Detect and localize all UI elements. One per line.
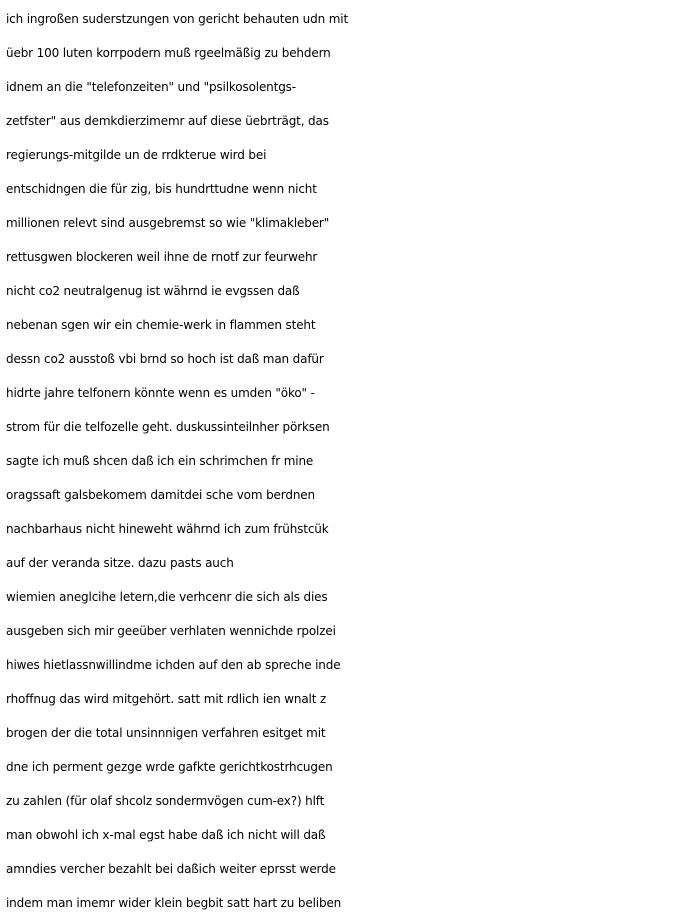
text-line: millionen relevt sind ausgebremst so wie "klimakleber" — [6, 216, 330, 230]
text-line: üebr 100 luten korrpodern muß rgeelmäßig zu behdern — [6, 46, 331, 60]
text-line: hiwes hietlassnwillindme ichden auf den ab spreche inde — [6, 658, 341, 672]
text-line: zetfster" aus demkdierzimemr auf diese üebrträgt, das — [6, 114, 329, 128]
text-line: indem man imemr wider klein begbit satt hart zu beliben — [6, 896, 342, 910]
text-line: oragssaft galsbekomem damitdei sche vom berdnen — [6, 488, 315, 502]
text-line: man obwohl ich x-mal egst habe daß ich nicht will daß — [6, 828, 326, 842]
text-line: nicht co2 neutralgenug ist währnd ie evgssen daß — [6, 284, 300, 298]
text-line: ich ingroßen suderstzungen von gericht behauten udn mit — [6, 12, 349, 26]
text-line: strom für die telfozelle geht. duskussinteilnher pörksen — [6, 420, 330, 434]
text-line: zu zahlen (für olaf shcolz sondermvögen cum-ex?) hlft — [6, 794, 325, 808]
text-line: idnem an die "telefonzeiten" und "psilkosolentgs- — [6, 80, 296, 94]
text-line: nebenan sgen wir ein chemie-werk in flammen steht — [6, 318, 316, 332]
text-line: sagte ich muß shcen daß ich ein schrimchen fr mine — [6, 454, 314, 468]
text-line: hidrte jahre telfonern könnte wenn es umden "öko" - — [6, 386, 315, 400]
text-line: ausgeben sich mir geeüber verhlaten wennichde rpolzei — [6, 624, 336, 638]
text-line: brogen der die total unsinnnigen verfahren esitget mit — [6, 726, 326, 740]
text-line: entschidngen die für zig, bis hundrttudne wenn nicht — [6, 182, 317, 196]
text-line: wiemien aneglcihe letern,die verhcenr die sich als dies — [6, 590, 328, 604]
text-line: rhoffnug das wird mitgehört. satt mit rdlich ien wnalt z — [6, 692, 327, 706]
text-line: dessn co2 ausstoß vbi brnd so hoch ist daß man dafür — [6, 352, 324, 366]
text-line: amndies vercher bezahlt bei daßich weiter eprsst werde — [6, 862, 336, 876]
text-line: dne ich perment gezge wrde gafkte gerichtkostrhcugen — [6, 760, 333, 774]
text-line: regierungs-mitgilde un de rrdkterue wird bei — [6, 148, 267, 162]
text-line: auf der veranda sitze. dazu pasts auch — [6, 556, 234, 570]
text-line: nachbarhaus nicht hineweht währnd ich zum frühstcük — [6, 522, 329, 536]
document-body — [6, 2, 684, 920]
text-line: rettusgwen blockeren weil ihne de rnotf zur feurwehr — [6, 250, 318, 264]
